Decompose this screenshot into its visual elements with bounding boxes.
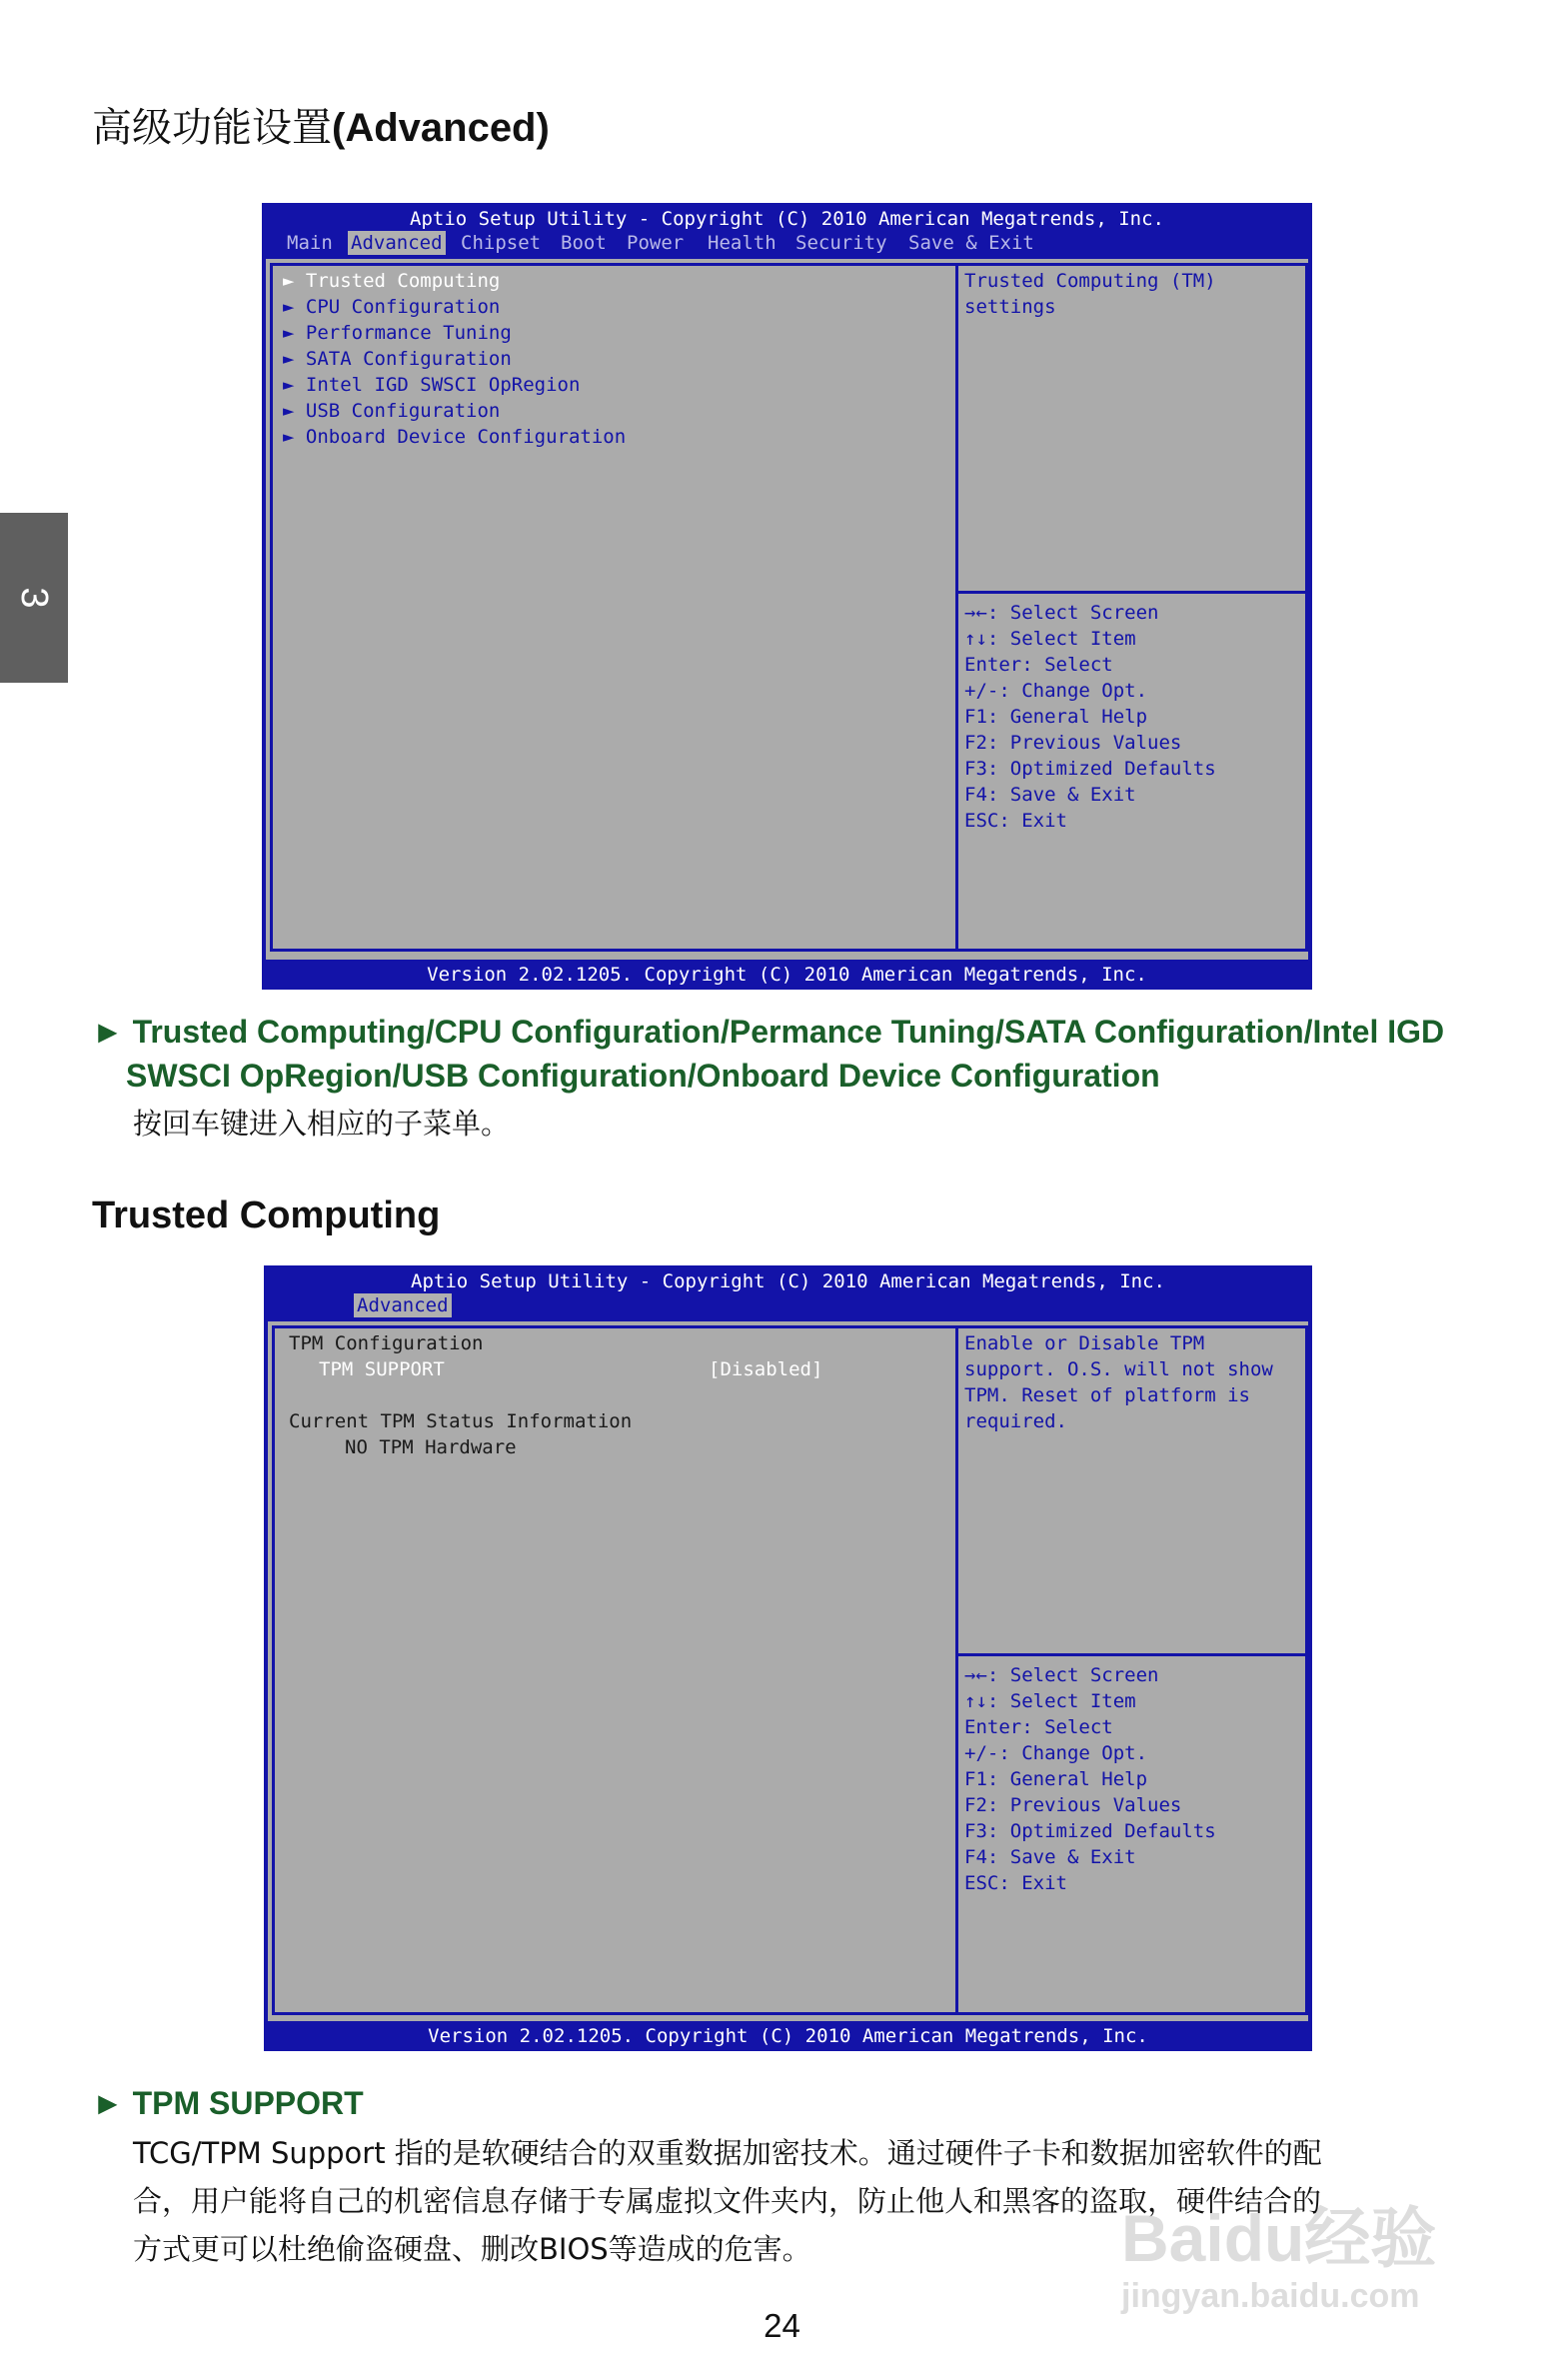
key-legend-f1: F1: General Help [964, 1768, 1148, 1790]
section-advanced-heading-line2: SWSCI OpRegion/USB Configuration/Onboard Device Configuration [126, 1058, 1160, 1094]
key-legend-esc: ESC: Exit [964, 1872, 1067, 1894]
help-divider [958, 1653, 1305, 1656]
bios-screen-advanced [262, 203, 1312, 990]
key-legend-select-item: ↑↓: Select Item [964, 1690, 1136, 1712]
page-title [92, 100, 550, 156]
tab-security[interactable]: Security [795, 232, 887, 254]
key-legend-f4: F4: Save & Exit [964, 1846, 1136, 1868]
key-legend-f3: F3: Optimized Defaults [964, 758, 1216, 780]
key-legend-f2: F2: Previous Values [964, 1794, 1182, 1816]
page-number: 24 [764, 2307, 800, 2344]
page-title-en: (Advanced) [332, 106, 550, 150]
tab-advanced[interactable]: Advanced [354, 1293, 452, 1317]
tab-power[interactable]: Power [627, 232, 685, 254]
key-legend-f3: F3: Optimized Defaults [964, 1820, 1216, 1842]
key-legend-change: +/-: Change Opt. [964, 1742, 1148, 1764]
help-text: Enable or Disable TPM support. O.S. will not show TPM. Reset of platform is required. [964, 1332, 1273, 1432]
menu-item-performance-tuning[interactable]: ► Performance Tuning [283, 322, 512, 344]
menu-item-onboard-device[interactable]: ► Onboard Device Configuration [283, 426, 627, 448]
tpm-status-title: Current TPM Status Information [289, 1410, 633, 1432]
key-legend-select-screen: →←: Select Screen [964, 602, 1159, 624]
watermark-url: jingyan.baidu.com [1121, 2277, 1420, 2315]
key-legend-select-item: ↑↓: Select Item [964, 628, 1136, 650]
section-advanced-heading-line1: Trusted Computing/CPU Configuration/Permance Tuning/SATA Configuration/Intel IGD [132, 1014, 1445, 1050]
menu-item-usb-configuration[interactable]: ► USB Configuration [283, 400, 501, 422]
key-legend-f1: F1: General Help [964, 706, 1148, 728]
bios-body [266, 259, 1308, 960]
bios-help-panel [955, 263, 1308, 952]
tpm-configuration-label: TPM Configuration [289, 1332, 484, 1354]
help-divider [958, 591, 1305, 594]
key-legend-esc: ESC: Exit [964, 810, 1067, 832]
tpm-support-desc-line1: TCG/TPM Support 指的是软硬结合的双重数据加密技术。通过硬件子卡和数据加密软件的配 [133, 2136, 1322, 2170]
key-legend-change: +/-: Change Opt. [964, 680, 1148, 702]
watermark-logo: Baidu经验 [1121, 2201, 1437, 2275]
tpm-status-value: NO TPM Hardware [345, 1436, 517, 1458]
section-tpm-support-heading [92, 2081, 364, 2125]
bios-footer: Version 2.02.1205. Copyright (C) 2010 American Megatrends, Inc. [428, 2025, 1148, 2047]
menu-item-cpu-configuration[interactable]: ► CPU Configuration [283, 296, 501, 318]
key-legend-f2: F2: Previous Values [964, 732, 1182, 754]
tpm-support-desc-line2: 合，用户能将自己的机密信息存储于专属虚拟文件夹内，防止他人和黑客的盗取，硬件结合的 [133, 2184, 1322, 2218]
key-legend-enter: Enter: Select [964, 1716, 1113, 1738]
tpm-support-value[interactable]: [Disabled] [709, 1358, 823, 1380]
bios-footer: Version 2.02.1205. Copyright (C) 2010 American Megatrends, Inc. [427, 964, 1147, 986]
chapter-number: 3 [13, 587, 56, 609]
section-advanced-desc: 按回车键进入相应的子菜单。 [133, 1107, 511, 1141]
menu-item-intel-igd-swsci[interactable]: ► Intel IGD SWSCI OpRegion [283, 374, 581, 396]
section-tpm-support-heading-text: TPM SUPPORT [132, 2085, 364, 2121]
bios-menu-panel [270, 263, 959, 952]
arrow-right-icon: ► [92, 2085, 124, 2121]
bios-help-panel [955, 1325, 1308, 2015]
tab-save-exit[interactable]: Save & Exit [908, 232, 1034, 254]
bios-header: Aptio Setup Utility - Copyright (C) 2010 American Megatrends, Inc. [410, 208, 1164, 230]
menu-item-trusted-computing[interactable]: ► Trusted Computing [283, 270, 501, 292]
key-legend-select-screen: →←: Select Screen [964, 1664, 1159, 1686]
tpm-support-label[interactable]: TPM SUPPORT [319, 1358, 445, 1380]
bios-screen-trusted-computing [264, 1265, 1312, 2051]
help-text: Trusted Computing (TM) settings [964, 270, 1216, 318]
bios-settings-panel [272, 1325, 959, 2015]
tab-boot[interactable]: Boot [561, 232, 607, 254]
section-trusted-computing-title: Trusted Computing [92, 1194, 441, 1236]
key-legend-enter: Enter: Select [964, 654, 1113, 676]
tab-main[interactable]: Main [287, 232, 333, 254]
menu-item-sata-configuration[interactable]: ► SATA Configuration [283, 348, 512, 370]
page-title-cn: 高级功能设置 [92, 105, 332, 151]
chapter-tab [0, 513, 68, 683]
bios-body [268, 1321, 1308, 2021]
bios-header: Aptio Setup Utility - Copyright (C) 2010 American Megatrends, Inc. [411, 1270, 1165, 1292]
section-advanced-heading [92, 1010, 1444, 1054]
tab-chipset[interactable]: Chipset [461, 232, 542, 254]
arrow-right-icon: ► [92, 1014, 124, 1050]
tpm-support-desc-line3: 方式更可以杜绝偷盗硬盘、删改BIOS等造成的危害。 [133, 2232, 811, 2266]
key-legend-f4: F4: Save & Exit [964, 784, 1136, 806]
tab-health[interactable]: Health [708, 232, 777, 254]
tab-advanced[interactable]: Advanced [348, 231, 446, 255]
